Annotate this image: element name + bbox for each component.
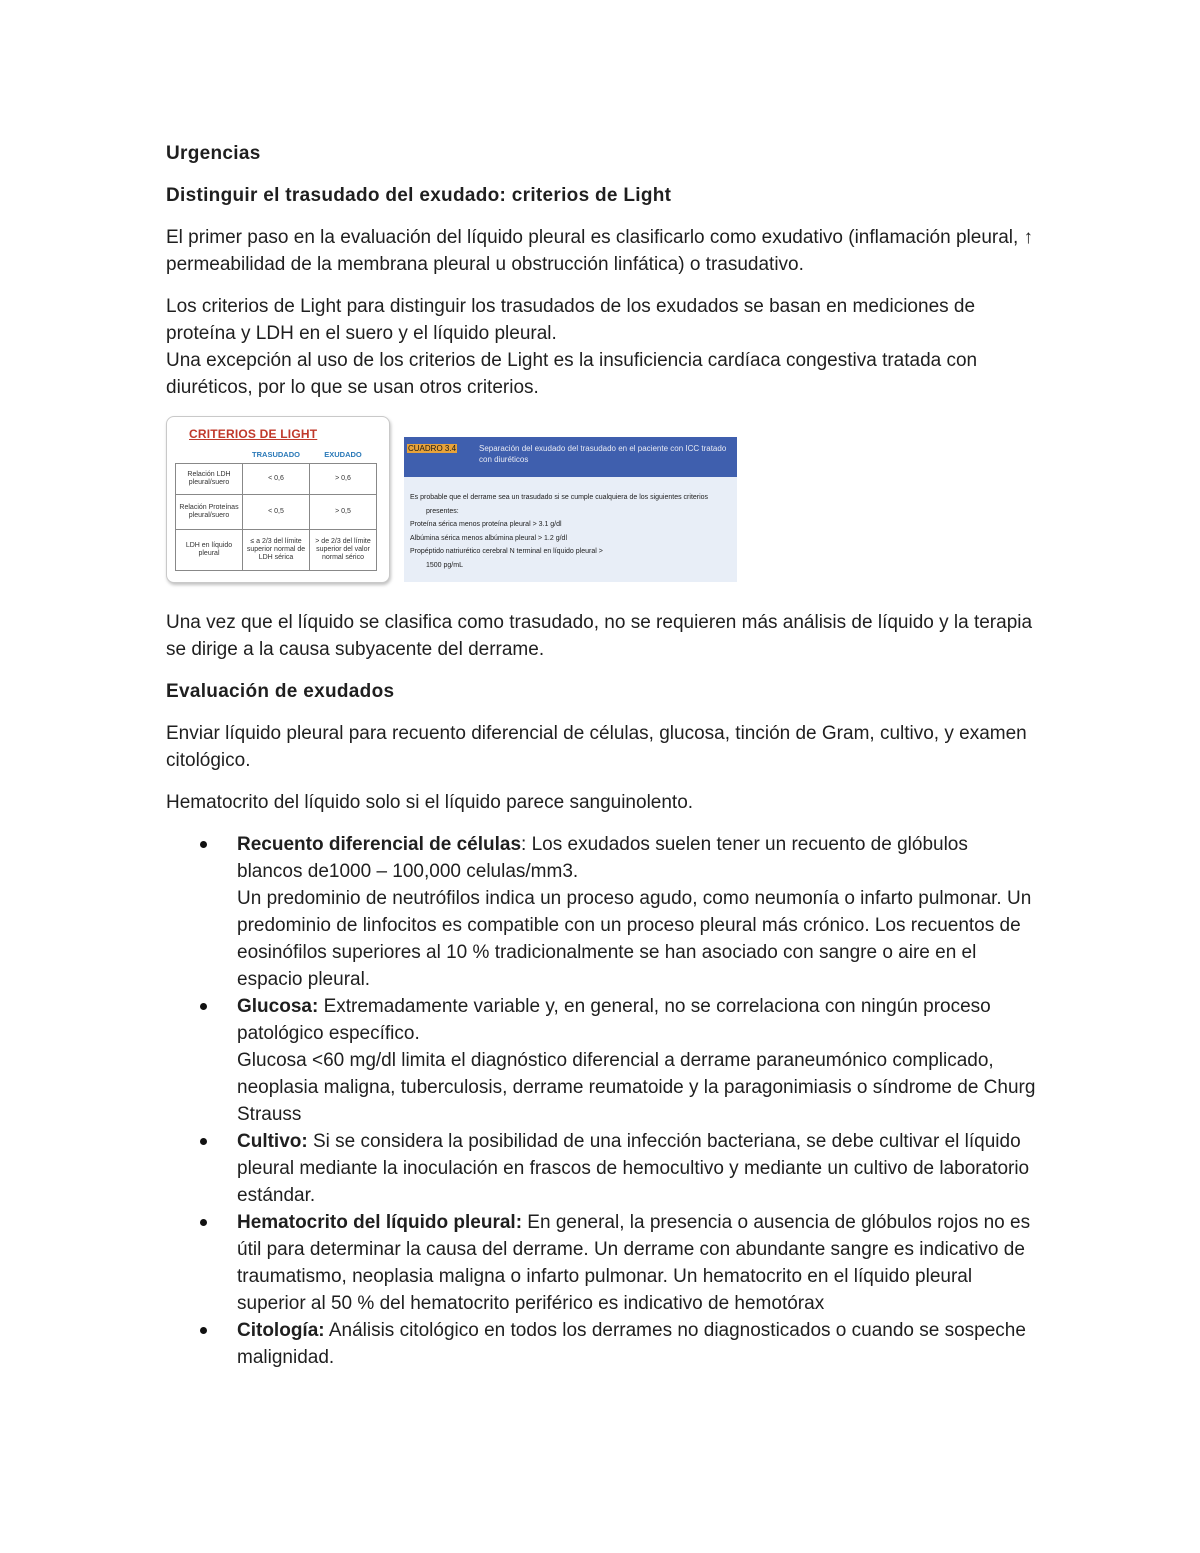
cuadro-item: Albúmina sérica menos albúmina pleural > 1.2 g/dl [410, 534, 568, 542]
section-heading-light-criteria: Distinguir el trasudado del exudado: criterios de Light [166, 185, 672, 206]
bullet-term: Citología: [237, 1320, 325, 1341]
bullet-icon [200, 1003, 207, 1010]
bullet-icon [200, 1138, 207, 1145]
bullet-text: Extremadamente variable y, en general, no se correlaciona con ningún proceso patológico específico. [237, 996, 991, 1044]
bullet-text: Si se considera la posibilidad de una infección bacteriana, se debe cultivar el líquido pleural mediante la inoculación en frascos de hemocultivo y mediante un cultivo de laboratorio estándar. [237, 1131, 1030, 1206]
cuadro-item-cont: 1500 pg/mL [426, 561, 463, 569]
list-item [166, 1128, 1036, 1209]
light-header-exudado: EXUDADO [324, 450, 362, 459]
light-row-trasudado: < 0,5 [243, 495, 310, 530]
transudate-paragraph: Una vez que el líquido se clasifica como trasudado, no se requieren más análisis de líquido y la terapia se dirige a la causa subyacente del derrame. [166, 612, 1033, 660]
bullet-term: Hematocrito del líquido pleural: [237, 1212, 523, 1233]
bullet-icon [200, 841, 207, 848]
light-row-label: Relación LDH pleural/suero [176, 464, 243, 495]
section-heading-exudates: Evaluación de exudados [166, 681, 395, 702]
light-row-exudado: > de 2/3 del límite superior del valor normal sérico [310, 530, 377, 571]
light-header-trasudado: TRASUDADO [252, 450, 300, 459]
list-item [166, 993, 1036, 1128]
cuadro-intro: Es probable que el derrame sea un trasudado si se cumple cualquiera de los siguientes criterios [410, 494, 709, 501]
cuadro-body [404, 477, 737, 572]
light-table-row [176, 530, 377, 571]
exudate-tests-list [166, 831, 1036, 1371]
cuadro-label [407, 443, 457, 454]
bullet-icon [200, 1327, 207, 1334]
light-row-exudado: > 0,6 [310, 464, 377, 495]
light-row-exudado: > 0,5 [310, 495, 377, 530]
bullet-extra: Un predominio de neutrófilos indica un proceso agudo, como neumonía o infarto pulmonar. Un predominio de linfocitos es compatible con un proceso pleural más crónico. Los recuentos de eosinófilos superiores al 10 % tradicionalmente se han asociado con sangre o aire en el espacio pleural. [237, 888, 1032, 990]
light-row-label: LDH en líquido pleural [176, 530, 243, 571]
send-fluid-paragraph: Enviar líquido pleural para recuento diferencial de células, glucosa, tinción de Gram, cultivo, y examen citológico. [166, 723, 1027, 771]
light-row-trasudado: ≤ a 2/3 del límite superior normal de LDH sérica [243, 530, 310, 571]
bullet-extra: Glucosa <60 mg/dl limita el diagnóstico diferencial a derrame paraneumónico complicado, neoplasia maligna, tuberculosis, derrame reumatoide y la paragonimiasis o síndrome de Churg Strauss [237, 1050, 1036, 1125]
light-criteria-table [175, 447, 377, 571]
bullet-text: Análisis citológico en todos los derrames no diagnosticados o cuando se sospeche malignidad. [237, 1320, 1026, 1368]
bullet-term: Glucosa: [237, 996, 319, 1017]
list-item [166, 1209, 1036, 1317]
exception-paragraph: Una excepción al uso de los criterios de Light es la insuficiencia cardíaca congestiva tratada con diuréticos, por lo que se usan otros criterios. [166, 350, 978, 398]
cuadro-item: Proteína sérica menos proteína pleural > 3.1 g/dl [410, 521, 562, 528]
cuadro-intro-cont: presentes: [426, 507, 459, 515]
list-item [166, 1317, 1036, 1371]
cuadro-caption: Separación del exudado del trasudado en el paciente con ICC tratado con diuréticos [479, 444, 727, 464]
light-criteria-figure [166, 416, 390, 583]
light-table-row [176, 464, 377, 495]
light-header-blank [176, 447, 243, 464]
figures-row [166, 416, 1036, 591]
light-table-row [176, 495, 377, 530]
cuadro-item: Propéptido natriurético cerebral N terminal en líquido pleural > [410, 548, 603, 555]
cuadro-label-text: CUADRO 3.4 [408, 444, 457, 453]
intro-paragraph: El primer paso en la evaluación del líquido pleural es clasificarlo como exudativo (inflamación pleural, ↑ permeabilidad de la membrana pleural u obstrucción linfática) o trasudativo. [166, 227, 1034, 275]
light-figure-title: CRITERIOS DE LIGHT [189, 427, 318, 441]
bullet-text: En general, la presencia o ausencia de glóbulos rojos no es útil para determinar la causa del derrame. Un derrame con abundante sangre es indicativo de traumatismo, neoplasia maligna o infarto pulmonar. Un hematocrito en el líquido pleural superior al 50 % del hematocrito periférico es indicativo de hemotórax [237, 1212, 1031, 1314]
hematocrit-paragraph: Hematocrito del líquido solo si el líquido parece sanguinolento. [166, 792, 694, 813]
bullet-term: Cultivo: [237, 1131, 308, 1152]
cuadro-header [404, 437, 737, 477]
bullet-term: Recuento diferencial de células [237, 834, 522, 855]
bullet-text: Los exudados suelen tener un recuento de glóbulos blancos de1000 – 100,000 celulas/mm3. [237, 834, 968, 882]
list-item [166, 831, 1036, 993]
document-title: Urgencias [166, 143, 261, 164]
cuadro-figure [404, 437, 737, 582]
document-page [166, 140, 1036, 1371]
light-criteria-paragraph: Los criterios de Light para distinguir los trasudados de los exudados se basan en mediciones de proteína y LDH en el suero y el líquido pleural. [166, 296, 976, 344]
bullet-icon [200, 1219, 207, 1226]
light-row-label: Relación Proteínas pleural/suero [176, 495, 243, 530]
light-row-trasudado: < 0,6 [243, 464, 310, 495]
bullet-separator: : [521, 834, 527, 855]
light-table-header [176, 447, 377, 464]
